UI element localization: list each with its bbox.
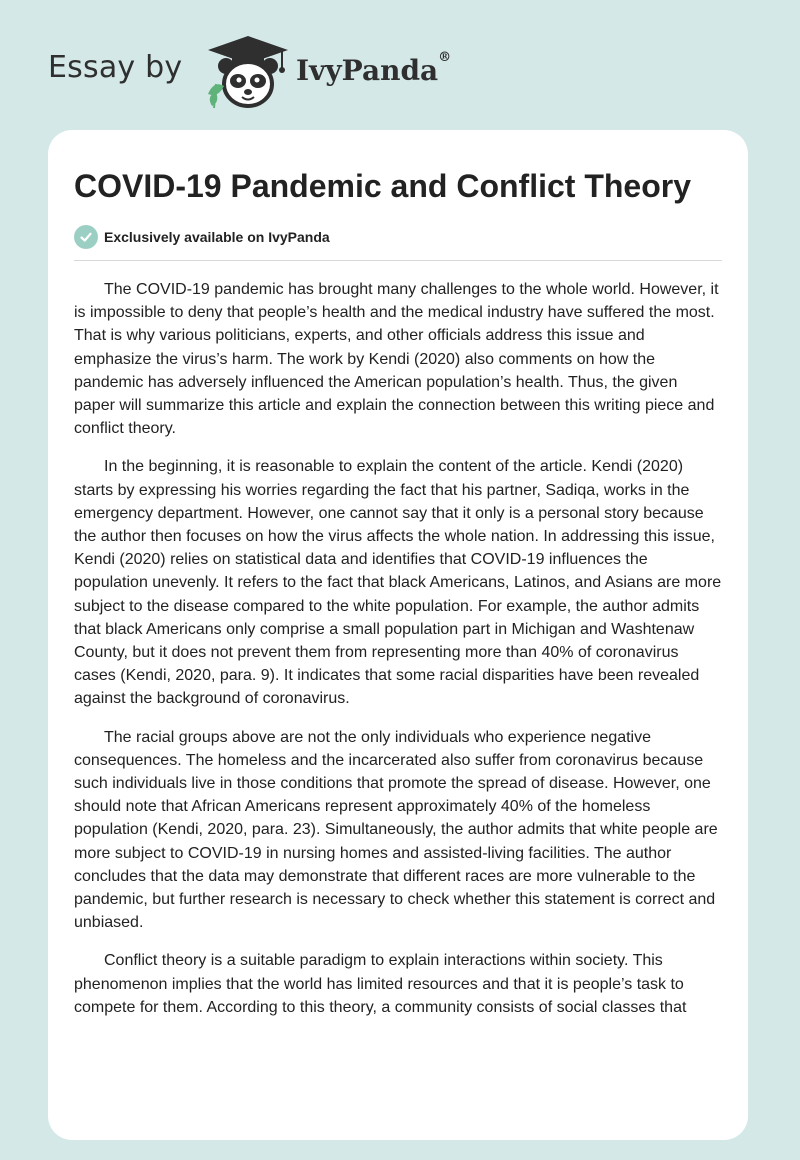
exclusive-badge-text: Exclusively available on IvyPanda xyxy=(104,229,330,245)
essay-card xyxy=(48,130,748,1140)
divider xyxy=(74,260,722,261)
paragraph: Conflict theory is a suitable paradigm to explain interactions within society. This phenomenon implies that the world has limited resources and that it is people’s task to compete for them. According to this theory, a community consists of social classes that xyxy=(74,952,687,1016)
brand-text: IvyPanda xyxy=(296,54,439,87)
paragraph: The COVID-19 pandemic has brought many challenges to the whole world. However, it is impossible to deny that people’s health and the medical industry have suffered the most. That is why various politicians, experts, and other officials address this issue and emphasize the virus’s harm. The work by Kendi (2020) also comments on how the pandemic has adversely influenced the American population’s health. Thus, the given paper will summarize this article and explain the connection between this writing piece and conflict theory. xyxy=(74,281,719,438)
site-header xyxy=(0,0,800,130)
paragraph: In the beginning, it is reasonable to explain the content of the article. Kendi (2020) starts by expressing his worries regarding the fact that his partner, Sadiqa, works in the emergency department. However, one cannot say that it only is a personal story because the author then focuses on how the virus affects the whole nation. In addressing this issue, Kendi (2020) relies on statistical data and identifies that COVID-19 influences the population unevenly. It refers to the fact that black Americans, Latinos, and Asians are more subject to the disease compared to the white population. For example, the author admits that black Americans only comprise a small population part in Michigan and Washtenaw County, but it does not prevent them from representing more than 40% of coronavirus cases (Kendi, 2020, para. 9). It indicates that some racial disparities have been revealed against the background of coronavirus. xyxy=(74,458,722,708)
exclusive-badge xyxy=(74,224,722,250)
paragraph: The racial groups above are not the only individuals who experience negative consequences. The homeless and the incarcerated also suffer from coronavirus because such individuals live in those conditions that promote the spread of disease. However, one should note that African Americans represent approximately 40% of the homeless population (Kendi, 2020, para. 23). Simultaneously, the author admits that white people are more subject to COVID-19 in nursing homes and assisted-living facilities. The author concludes that the data may demonstrate that different races are more vulnerable to the pandemic, but further research is necessary to check whether this statement is correct and unbiased. xyxy=(74,728,718,932)
essay-by-label: Essay by xyxy=(48,50,183,85)
registered-mark: ® xyxy=(438,50,452,65)
page-title: COVID-19 Pandemic and Conflict Theory xyxy=(74,168,691,204)
brand-name[interactable] xyxy=(296,50,452,87)
panda-graduate-icon[interactable] xyxy=(202,34,294,110)
check-icon xyxy=(74,225,98,249)
